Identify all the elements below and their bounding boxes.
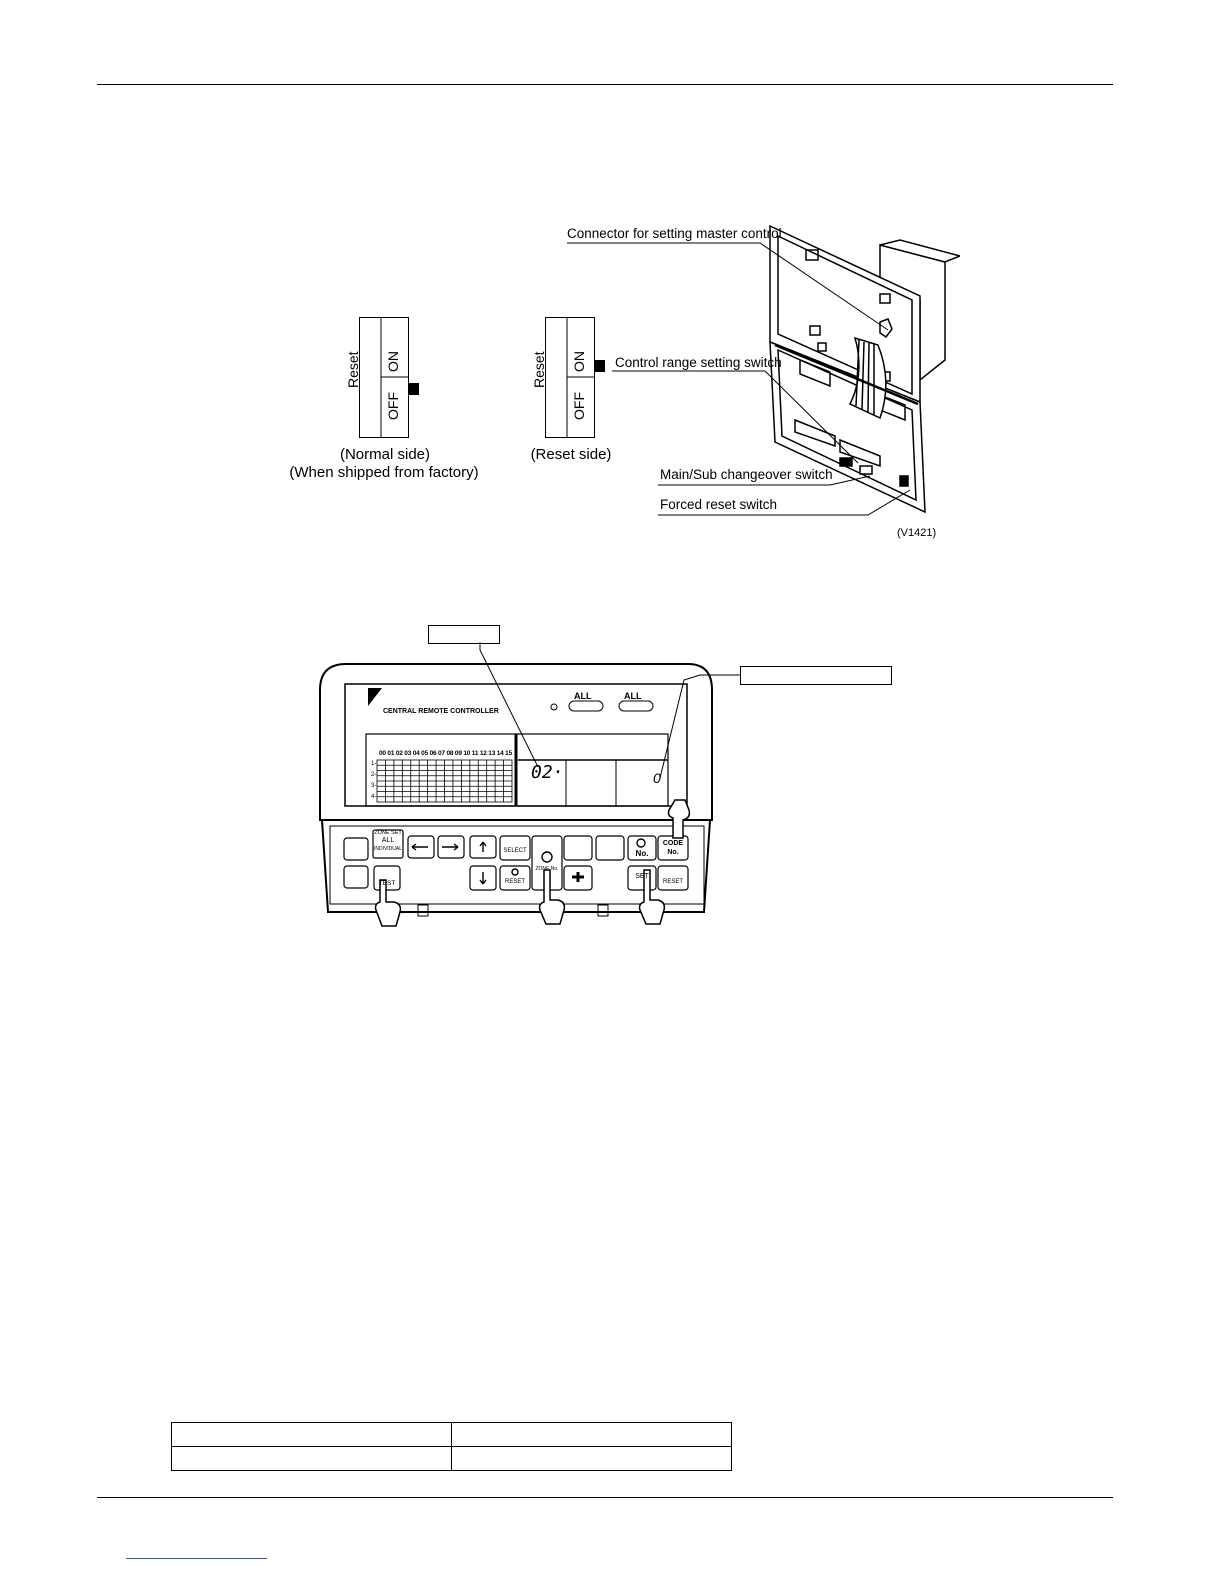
controller-front-drawing: [300, 620, 920, 940]
reset-reset-label: Reset: [531, 351, 547, 388]
set-button[interactable]: SET: [635, 873, 649, 880]
select-button[interactable]: SELECT: [503, 848, 527, 854]
normal-on-label: ON: [385, 351, 401, 372]
header-rule: [97, 84, 1113, 85]
normal-off-label: OFF: [385, 392, 401, 420]
callout-control-range: Control range setting switch: [615, 355, 782, 370]
zone-no-button[interactable]: ZONE No.: [535, 866, 559, 872]
figure-id: (V1421): [897, 527, 937, 539]
all-on-label: ALL: [574, 691, 592, 701]
code-no-button[interactable]: CODE No.: [662, 840, 684, 856]
callout-main-sub: Main/Sub changeover switch: [660, 467, 833, 482]
controller-title: CENTRAL REMOTE CONTROLLER: [383, 708, 499, 715]
factory-caption: (When shipped from factory): [289, 464, 479, 481]
reset-button[interactable]: RESET: [504, 879, 525, 885]
display-value: 02·: [531, 762, 564, 783]
reset-on-label: ON: [571, 351, 587, 372]
display-code: 0: [653, 770, 661, 786]
table-row: [172, 1423, 732, 1447]
normal-side-caption: (Normal side): [339, 446, 430, 463]
zone-set-button[interactable]: ZONE SET ALL INDIVIDUAL: [373, 830, 403, 852]
footer-rule: [97, 1497, 1113, 1498]
footer-link[interactable]: [126, 1558, 267, 1559]
callout-forced-reset: Forced reset switch: [660, 497, 778, 512]
controller-back-drawing: [560, 220, 960, 530]
all-off-label: ALL: [624, 691, 642, 701]
zone-columns: 00 01 02 03 04 05 06 07 08 09 10 11 12 13 14 15: [379, 750, 513, 757]
reset-side-caption: (Reset side): [530, 446, 612, 463]
zone-rows: 1- 2- 3- 4-: [371, 761, 377, 800]
normal-reset-label: Reset: [345, 351, 361, 388]
table-row: [172, 1447, 732, 1471]
reset-off-label: OFF: [571, 392, 587, 420]
reset2-button[interactable]: RESET: [662, 879, 683, 885]
test-button[interactable]: TEST: [378, 880, 396, 887]
no-button[interactable]: No.: [635, 849, 649, 858]
callout-connector: Connector for setting master control: [567, 226, 782, 241]
empty-table: [171, 1422, 732, 1471]
